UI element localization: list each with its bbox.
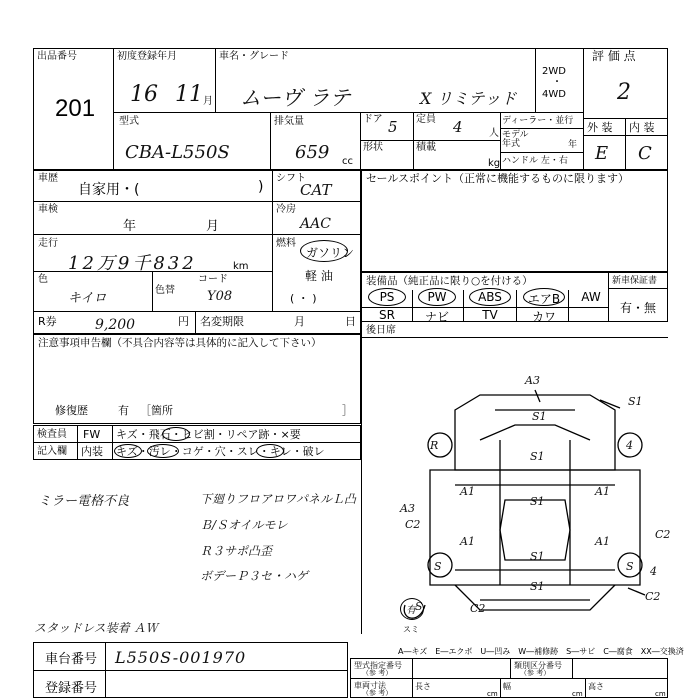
capacity-unit: 人 bbox=[489, 128, 499, 139]
chassis-divider bbox=[105, 642, 106, 698]
type-designation-sub: （参 考） bbox=[362, 669, 393, 677]
shift-label: シフト bbox=[276, 173, 306, 184]
remark-support: Ｒ３サポ凸歪 bbox=[200, 544, 273, 558]
bottom-note: スタッドレス装着 ＡＷ bbox=[34, 621, 158, 635]
lot-label: 出品番号 bbox=[37, 51, 77, 62]
displacement-label: 排気量 bbox=[274, 116, 304, 127]
color-code-value: Y08 bbox=[207, 289, 233, 304]
recycle-value: 9,200 bbox=[95, 317, 136, 333]
warranty-value: 有・無 bbox=[620, 301, 657, 315]
score-value: 2 bbox=[617, 80, 631, 105]
inspection-month: 月 bbox=[206, 219, 220, 234]
equip-navi: ナビ bbox=[424, 310, 449, 324]
mark-a3-top: A3 bbox=[525, 374, 540, 387]
mark-s-b: S bbox=[626, 560, 634, 573]
mark-s1-c: S1 bbox=[530, 495, 545, 508]
shape-label: 形状 bbox=[363, 142, 383, 153]
equip-abs: ABS bbox=[478, 290, 502, 304]
remark-floor: 下廻りフロアロワパネルＬ凸 bbox=[200, 492, 357, 506]
car-name-label: 車名・グレード bbox=[219, 51, 289, 62]
length-cm: cm bbox=[487, 690, 498, 698]
class-sub: （参 考） bbox=[520, 669, 551, 677]
entry-label: 記入欄 bbox=[37, 446, 67, 457]
inspection-year: 年 bbox=[123, 219, 137, 234]
exterior-label: 外 装 bbox=[587, 121, 613, 134]
remark-oil: Ｂ/Ｓオイルモレ bbox=[200, 518, 288, 532]
color-code-label: コード bbox=[198, 274, 228, 285]
displacement-unit: cc bbox=[342, 156, 353, 167]
mileage-unit: km bbox=[233, 261, 249, 272]
registration-month: 月 bbox=[294, 315, 305, 328]
spec-div-2 bbox=[510, 658, 511, 678]
chassis-value: L550S-001970 bbox=[115, 648, 247, 667]
damage-legend: A―キズ E―エクボ U―凹み W―補修跡 S―サビ C―腐食 XX―交換済 bbox=[398, 647, 684, 656]
load-unit: kg bbox=[488, 158, 501, 169]
recycle-label: R券 bbox=[38, 315, 57, 328]
mark-4-b: 4 bbox=[650, 565, 657, 578]
model-year-label: モデル年式 bbox=[502, 130, 529, 149]
length-label: 長さ bbox=[415, 682, 431, 691]
width-cm: cm bbox=[572, 690, 583, 698]
registration-label: 名変期限 bbox=[200, 315, 244, 328]
mileage-label: 走行 bbox=[38, 238, 58, 249]
history-value: 自家用・( bbox=[78, 182, 140, 198]
aircon-label: 冷房 bbox=[276, 204, 296, 215]
equip-sr: SR bbox=[379, 308, 395, 322]
spec-mid bbox=[350, 678, 668, 679]
row1-items: キズ・飛石・ヒビ割・リペア跡・×要 bbox=[116, 428, 301, 441]
interior-grade: C bbox=[638, 143, 652, 164]
dealer-label: ディーラー・並行 bbox=[502, 116, 574, 126]
inspection-label: 車検 bbox=[38, 204, 58, 215]
class-label: 類別区分番号 bbox=[514, 661, 562, 670]
score-label: 評 価 点 bbox=[592, 49, 636, 63]
capacity-value: 4 bbox=[453, 118, 463, 136]
aircon-value: AAC bbox=[300, 216, 331, 232]
repair-close: ］ bbox=[342, 404, 353, 417]
mark-r: R bbox=[430, 439, 439, 452]
mark-4-a: 4 bbox=[626, 439, 633, 452]
handle-label: ハンドル 左・右 bbox=[502, 156, 568, 166]
mark-s1-d: S1 bbox=[530, 450, 545, 463]
frame-sub: （参 考） bbox=[362, 689, 393, 697]
height-label: 高さ bbox=[588, 682, 604, 691]
spec-div-3 bbox=[572, 658, 573, 678]
remark-mirror: ミラー電格不良 bbox=[38, 494, 130, 509]
equip-aw: AW bbox=[581, 290, 601, 304]
model-value: CBA-L550S bbox=[125, 142, 230, 163]
first-reg-month: 11 bbox=[175, 82, 203, 107]
sumi-circle-mark: 有 bbox=[406, 605, 416, 616]
fuel-label: 燃料 bbox=[276, 238, 296, 249]
first-reg-year: 16 bbox=[130, 82, 158, 107]
load-label: 積載 bbox=[416, 142, 436, 153]
mark-s1-b: S1 bbox=[628, 395, 643, 408]
equip-ps: PS bbox=[379, 290, 395, 304]
mark-c2-br: C2 bbox=[645, 590, 661, 603]
mark-c2-c: C2 bbox=[470, 602, 486, 615]
capacity-label: 定員 bbox=[416, 114, 436, 125]
remark-paint: ボデーＰ３セ・ハゲ bbox=[200, 569, 309, 583]
attention-label: 注意事項申告欄（不具合内容等は具体的に記入して下さい） bbox=[38, 337, 322, 349]
door-label: ドア bbox=[363, 114, 383, 125]
exterior-grade: E bbox=[595, 143, 609, 164]
mark-s-c: S bbox=[415, 600, 423, 613]
spec-div-4 bbox=[500, 678, 501, 698]
car-name: ムーヴ ラテ bbox=[240, 86, 351, 110]
color-change-label: 色替 bbox=[155, 285, 175, 296]
mark-s1-e: S1 bbox=[530, 550, 545, 563]
drive-2wd: 2WD bbox=[542, 66, 566, 77]
chassis-label: 車台番号 bbox=[45, 652, 98, 667]
mark-c2-right: C2 bbox=[655, 528, 671, 541]
mark-a1-b: A1 bbox=[595, 485, 610, 498]
mark-a3-left: A3 bbox=[400, 502, 415, 515]
fuel-selected: ガソリン bbox=[306, 246, 355, 260]
mark-s1-f: S1 bbox=[530, 580, 545, 593]
row1-category: FW bbox=[83, 428, 101, 441]
model-year-unit: 年 bbox=[568, 140, 578, 150]
lot-number: 201 bbox=[55, 95, 96, 122]
model-label: 型式 bbox=[119, 116, 139, 127]
displacement-value: 659 bbox=[295, 142, 330, 163]
registration-day: 日 bbox=[345, 315, 356, 328]
shift-value: CAT bbox=[300, 181, 332, 199]
spec-div-1 bbox=[412, 658, 413, 698]
drive-4wd: 4WD bbox=[542, 89, 566, 100]
warranty-label: 新車保証書 bbox=[612, 276, 658, 286]
equip-tv: TV bbox=[482, 308, 498, 322]
equipment-label: 装備品（純正品に限り○を付ける） bbox=[366, 275, 533, 287]
repair-location: ［箇所 bbox=[140, 404, 173, 417]
grade: X リミテッド bbox=[420, 89, 517, 108]
history-close: ) bbox=[258, 179, 264, 195]
fuel-paren: ( ・ ) bbox=[290, 292, 317, 305]
drive-dot: ・ bbox=[552, 77, 562, 88]
row2-category: 内装 bbox=[81, 445, 103, 458]
mark-a1-c: A1 bbox=[460, 535, 475, 548]
mark-a1-a: A1 bbox=[460, 485, 475, 498]
first-reg-month-unit: 月 bbox=[203, 96, 213, 107]
interior-label: 内 装 bbox=[629, 121, 655, 134]
mark-a1-d: A1 bbox=[595, 535, 610, 548]
spec-div-5 bbox=[585, 678, 586, 698]
mark-s-a: S bbox=[434, 560, 442, 573]
sales-point-label: セールスポイント（正常に機能するものに限ります） bbox=[366, 172, 630, 185]
color-value: キイロ bbox=[68, 291, 107, 306]
reg-number-label: 登録番号 bbox=[45, 681, 98, 696]
repair-label: 修復歴 bbox=[55, 404, 88, 417]
equip-leather: カワ bbox=[531, 310, 556, 324]
first-reg-label: 初度登録年月 bbox=[117, 51, 177, 62]
history-label: 車歴 bbox=[38, 173, 58, 184]
inspector-label: 検査員 bbox=[37, 429, 67, 440]
sumi-label: スミ bbox=[403, 625, 419, 634]
mark-s1-a: S1 bbox=[532, 410, 547, 423]
width-label: 幅 bbox=[503, 682, 511, 691]
recycle-unit: 円 bbox=[178, 315, 189, 328]
mark-c2-left: C2 bbox=[405, 518, 421, 531]
row2-items: キズ・汚レ・コゲ・穴・スレ・キレ・破レ bbox=[116, 445, 325, 458]
type-designation-label: 型式指定番号 bbox=[354, 661, 402, 670]
equip-airbag: エアB bbox=[527, 292, 561, 306]
color-label: 色 bbox=[38, 274, 48, 285]
chassis-mid bbox=[33, 670, 348, 671]
door-value: 5 bbox=[388, 118, 398, 136]
frame-label: 車両寸法 bbox=[354, 681, 386, 690]
fuel-other: 軽 油 bbox=[305, 269, 333, 283]
height-cm: cm bbox=[655, 690, 666, 698]
equip-pw: PW bbox=[427, 290, 447, 304]
mileage-value: 12万9千832 bbox=[68, 253, 197, 274]
repair-value: 有 bbox=[118, 404, 129, 417]
after-date-label: 後日席 bbox=[366, 325, 396, 336]
